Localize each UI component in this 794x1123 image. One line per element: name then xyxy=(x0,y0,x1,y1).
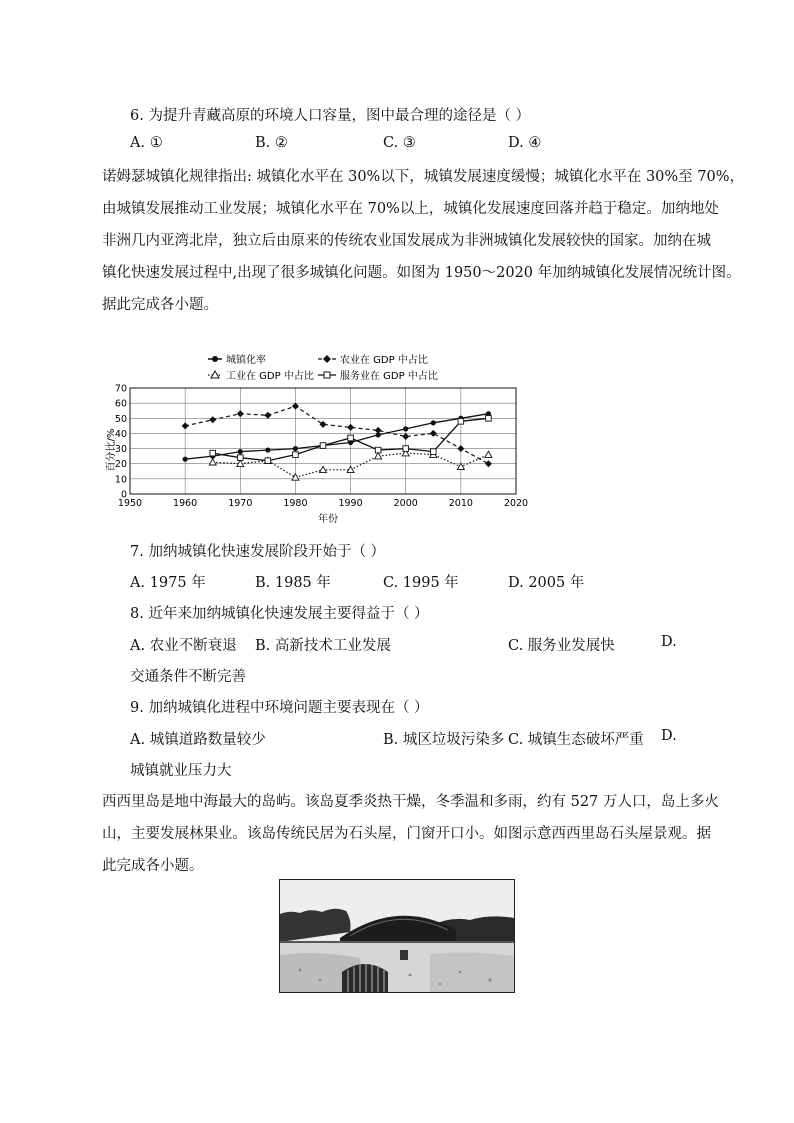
data-point-agriculture xyxy=(402,433,409,440)
q9-stem: 9. 加纳城镇化进程中环境问题主要表现在（ ） xyxy=(130,700,429,716)
data-point-services xyxy=(237,455,243,461)
ghana-urbanization-chart xyxy=(100,350,540,530)
stone-house-photo xyxy=(279,879,515,993)
y-tick-label: 20 xyxy=(114,459,127,471)
legend-urbanization: 城镇化率 xyxy=(226,355,266,366)
passage1-line-3: 非洲几内亚湾北岸，独立后由原来的传统农业国发展成为非洲城镇化发展较快的国家。加纳在城 xyxy=(102,233,711,249)
y-tick-label: 30 xyxy=(114,444,127,456)
passage1-line-1: 诺姆瑟城镇化规律指出: 城镇化水平在 30%以下，城镇发展速度缓慢；城镇化水平在 30%至 70%， xyxy=(102,169,745,185)
q6-option-a[interactable]: A. ① xyxy=(130,135,163,151)
y-tick-label: 10 xyxy=(114,474,127,486)
y-tick-label: 40 xyxy=(114,428,127,440)
data-point-industry xyxy=(375,453,382,459)
passage2-line-1: 西西里岛是地中海最大的岛屿。该岛夏季炎热干燥，冬季温和多雨，约有 527 万人口，岛上多火 xyxy=(102,794,719,810)
q8-stem: 8. 近年来加纳城镇化快速发展主要得益于（ ） xyxy=(130,606,429,622)
q8-option-d-text: 交通条件不断完善 xyxy=(130,669,246,685)
legend-industry: 工业在 GDP 中占比 xyxy=(226,371,314,382)
y-tick-label: 60 xyxy=(114,398,127,410)
data-point-services xyxy=(210,450,216,456)
q9-option-d[interactable]: D. xyxy=(661,728,677,744)
data-point-agriculture xyxy=(209,416,216,423)
q6-option-b[interactable]: B. ② xyxy=(255,135,288,151)
q7-option-d[interactable]: D. 2005 年 xyxy=(508,575,585,591)
q8-option-a[interactable]: A. 农业不断衰退 xyxy=(130,638,237,654)
q7-option-a[interactable]: A. 1975 年 xyxy=(130,575,206,591)
q9-option-a[interactable]: A. 城镇道路数量较少 xyxy=(130,732,266,748)
x-tick-label: 2010 xyxy=(448,498,473,509)
q8-option-d[interactable]: D. xyxy=(661,634,677,650)
x-axis-label: 年份 xyxy=(318,514,338,525)
data-point-urbanization xyxy=(431,420,436,425)
x-tick-label: 1970 xyxy=(228,498,253,509)
data-point-industry xyxy=(320,466,327,472)
legend-agriculture: 农业在 GDP 中占比 xyxy=(340,355,428,366)
data-point-industry xyxy=(292,474,299,480)
data-point-services xyxy=(320,443,326,449)
data-point-services xyxy=(430,449,436,455)
y-tick-label: 0 xyxy=(120,489,127,501)
q8-option-c[interactable]: C. 服务业发展快 xyxy=(508,638,615,654)
data-point-agriculture xyxy=(182,422,189,429)
q6-stem: 6. 为提升青藏高原的环境人口容量，图中最合理的途径是（ ） xyxy=(130,108,531,124)
data-point-services xyxy=(375,447,381,453)
x-tick-label: 1980 xyxy=(283,498,308,509)
data-point-agriculture xyxy=(347,424,354,431)
q7-stem: 7. 加纳城镇化快速发展阶段开始于（ ） xyxy=(130,544,386,560)
data-point-urbanization xyxy=(183,457,188,462)
plot-frame xyxy=(130,388,516,494)
q9-option-d-text: 城镇就业压力大 xyxy=(130,763,232,779)
passage2-line-3: 此完成各小题。 xyxy=(102,858,204,874)
q8-option-b[interactable]: B. 高新技术工业发展 xyxy=(255,638,391,654)
data-point-agriculture xyxy=(264,412,271,419)
data-point-industry xyxy=(485,451,492,457)
data-point-agriculture xyxy=(430,430,437,437)
data-point-services xyxy=(348,435,354,441)
q9-option-b[interactable]: B. 城区垃圾污染多 xyxy=(383,732,505,748)
x-tick-label: 1950 xyxy=(117,498,143,509)
passage1-line-2: 由城镇发展推动工业发展；城镇化水平在 70%以上，城镇化发展速度回落并趋于稳定。加纳地处 xyxy=(102,201,719,217)
data-point-agriculture xyxy=(485,460,492,467)
data-point-urbanization xyxy=(265,447,270,452)
data-point-services xyxy=(265,458,271,464)
data-point-agriculture xyxy=(457,445,464,452)
x-tick-label: 1960 xyxy=(173,498,198,509)
data-point-services xyxy=(293,452,299,458)
data-point-urbanization xyxy=(403,426,408,431)
passage2-line-2: 山，主要发展林果业。该岛传统民居为石头屋，门窗开口小。如图示意西西里岛石头屋景观。据 xyxy=(102,826,711,842)
q6-option-c[interactable]: C. ③ xyxy=(383,135,416,151)
passage1-line-4: 镇化快速发展过程中,出现了很多城镇化问题。如图为 1950～2020 年加纳城镇化发展情况统计图。 xyxy=(102,265,741,281)
data-point-agriculture xyxy=(292,403,299,410)
data-point-agriculture xyxy=(320,421,327,428)
x-tick-label: 1990 xyxy=(338,498,363,509)
q7-option-b[interactable]: B. 1985 年 xyxy=(255,575,331,591)
data-point-urbanization xyxy=(293,446,298,451)
passage1-line-5: 据此完成各小题。 xyxy=(102,297,218,313)
q7-option-c[interactable]: C. 1995 年 xyxy=(383,575,459,591)
data-point-services xyxy=(403,446,409,452)
y-axis-label: 百分比/% xyxy=(106,428,117,472)
series-line-1 xyxy=(185,414,488,460)
x-tick-label: 2000 xyxy=(393,498,418,509)
data-point-urbanization xyxy=(238,449,243,454)
legend-services: 服务业在 GDP 中占比 xyxy=(340,371,438,382)
data-point-services xyxy=(458,419,464,425)
y-tick-label: 50 xyxy=(114,413,127,425)
q6-option-d[interactable]: D. ④ xyxy=(508,135,542,151)
data-point-agriculture xyxy=(375,427,382,434)
series-line-2 xyxy=(185,406,488,464)
data-point-industry xyxy=(209,459,216,465)
x-tick-label: 2020 xyxy=(503,498,529,509)
q9-option-c[interactable]: C. 城镇生态破坏严重 xyxy=(508,732,644,748)
data-point-services xyxy=(486,415,492,421)
chart-legend xyxy=(208,353,438,382)
y-tick-label: 70 xyxy=(114,383,127,395)
data-point-industry xyxy=(457,463,464,469)
data-point-agriculture xyxy=(237,410,244,417)
